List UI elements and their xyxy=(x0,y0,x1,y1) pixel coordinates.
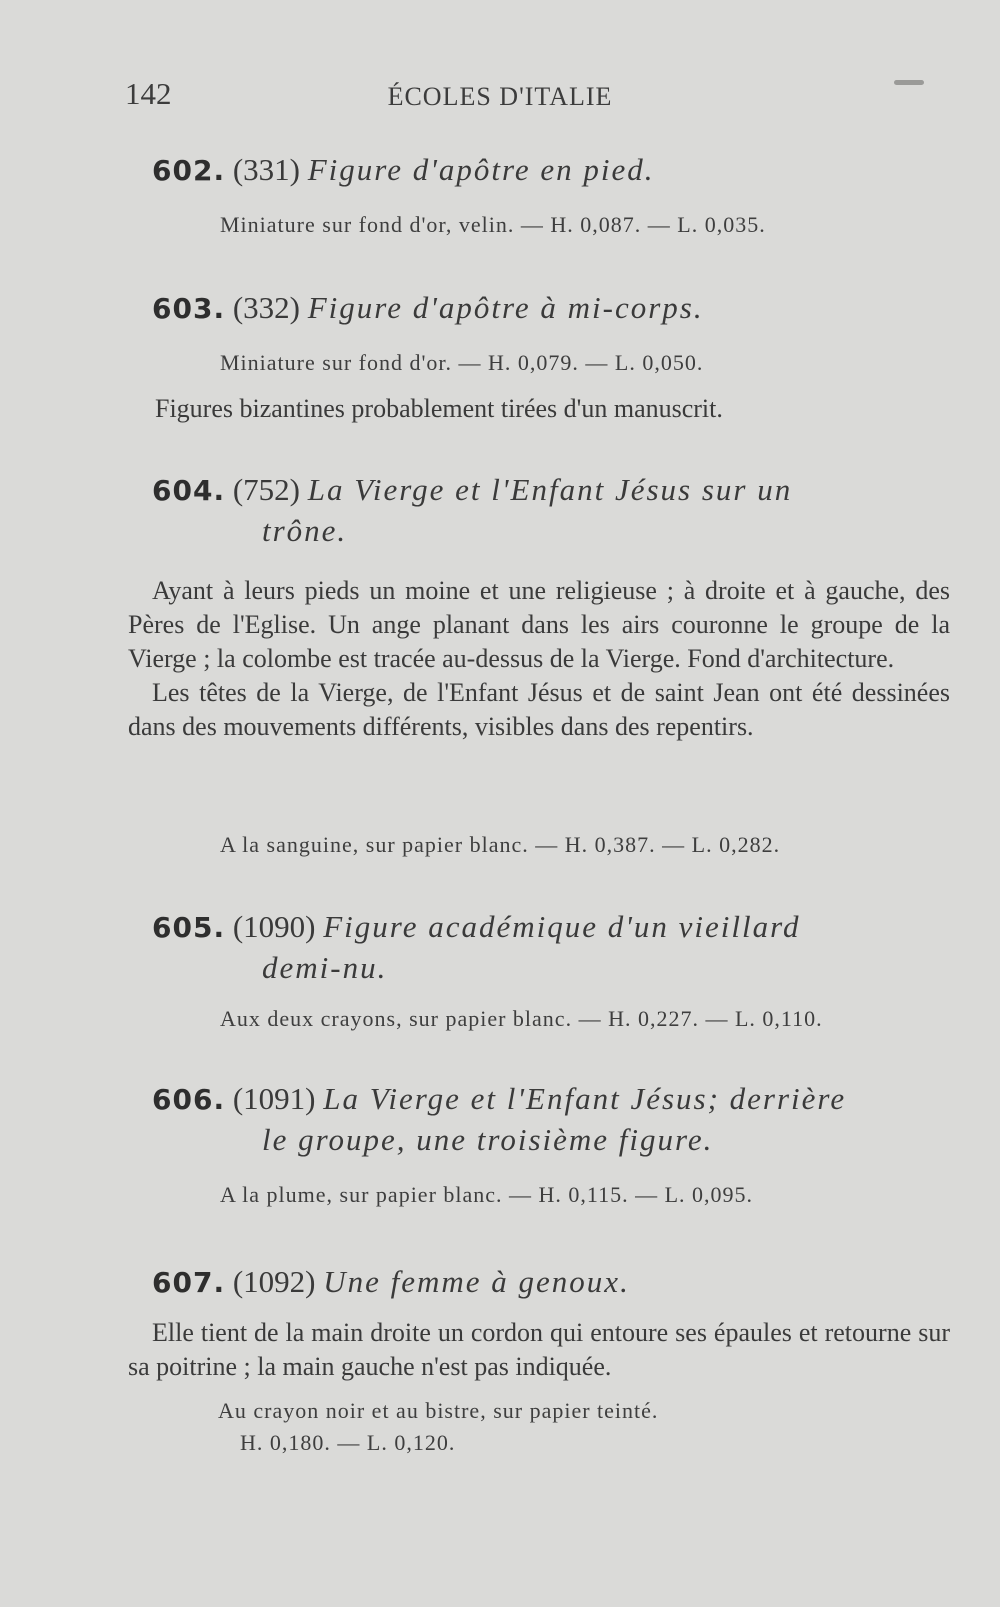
entry-technique: Au crayon noir et au bistre, sur papier teinté. xyxy=(218,1398,659,1423)
entry-technique: A la sanguine, sur papier blanc. — H. 0,387. — L. 0,282. xyxy=(220,832,781,857)
entry-ref: (1090) xyxy=(232,909,316,944)
entry-name-continued: trône. xyxy=(262,513,348,548)
entry-dimensions: H. 0,180. — L. 0,120. xyxy=(240,1430,456,1455)
ink-mark xyxy=(894,80,924,85)
entry-number: 604 xyxy=(152,474,214,507)
entry-title: 606. (1091) La Vierge et l'Enfant Jésus; derrière le groupe, une troisième figure. xyxy=(152,1079,952,1160)
page-number: 142 xyxy=(125,76,172,111)
entry-note: Figures bizantines probablement tirées d'un manuscrit. xyxy=(155,394,723,423)
entry-name: La Vierge et l'Enfant Jésus sur un xyxy=(307,472,793,507)
entry-title: 607. (1092) Une femme à genoux. xyxy=(152,1264,630,1299)
page-header xyxy=(0,72,1000,122)
entry-description xyxy=(128,1316,950,1384)
entry-name-continued: demi-nu. xyxy=(262,950,388,985)
entry-name: Figure d'apôtre à mi-corps. xyxy=(307,290,704,325)
entry-number: 606 xyxy=(152,1083,214,1116)
entry-number: 607 xyxy=(152,1266,214,1299)
entry-name: Figure académique d'un vieillard xyxy=(323,909,801,944)
entry-title: 603. (332) Figure d'apôtre à mi-corps. xyxy=(152,290,704,325)
entry-technique: Aux deux crayons, sur papier blanc. — H. 0,227. — L. 0,110. xyxy=(220,1006,823,1031)
entry-title: 604. (752) La Vierge et l'Enfant Jésus sur un trône. xyxy=(152,470,952,551)
entry-number: 603 xyxy=(152,292,214,325)
entry-name-continued: le groupe, une troisième figure. xyxy=(262,1122,714,1157)
entry-name: Une femme à genoux. xyxy=(323,1264,630,1299)
entry-technique: Miniature sur fond d'or, velin. — H. 0,087. — L. 0,035. xyxy=(220,212,766,237)
entry-ref: (331) xyxy=(232,152,300,187)
entry-number: 605 xyxy=(152,911,214,944)
entry-title: 602. (331) Figure d'apôtre en pied. xyxy=(152,152,655,187)
entry-name: La Vierge et l'Enfant Jésus; derrière xyxy=(323,1081,847,1116)
description-paragraph: Elle tient de la main droite un cordon qui entoure ses épaules et retourne sur sa poitrine ; la main gauche n'est pas indiquée. xyxy=(128,1318,950,1381)
entry-ref: (332) xyxy=(232,290,300,325)
entry-description xyxy=(128,574,950,744)
entry-name: Figure d'apôtre en pied. xyxy=(307,152,655,187)
entry-title: 605. (1090) Figure académique d'un vieillard demi-nu. xyxy=(152,907,952,988)
description-paragraph: Les têtes de la Vierge, de l'Enfant Jésus et de saint Jean ont été dessinées dans des mouvements différents, visibles dans des repentirs. xyxy=(128,678,950,741)
entry-number: 602 xyxy=(152,154,214,187)
entry-ref: (1092) xyxy=(232,1264,316,1299)
entry-technique: Miniature sur fond d'or. — H. 0,079. — L. 0,050. xyxy=(220,350,704,375)
entry-technique: A la plume, sur papier blanc. — H. 0,115. — L. 0,095. xyxy=(220,1182,754,1207)
running-title: ÉCOLES D'ITALIE xyxy=(387,82,613,111)
entry-ref: (752) xyxy=(232,472,300,507)
description-paragraph: Ayant à leurs pieds un moine et une religieuse ; à droite et à gauche, des Pères de l'Eglise. Un ange planant dans les airs couronne le groupe de la Vierge ; la colombe est tracée au-dessus de la Vierge. Fond d'architecture. xyxy=(128,576,950,673)
entry-ref: (1091) xyxy=(232,1081,316,1116)
